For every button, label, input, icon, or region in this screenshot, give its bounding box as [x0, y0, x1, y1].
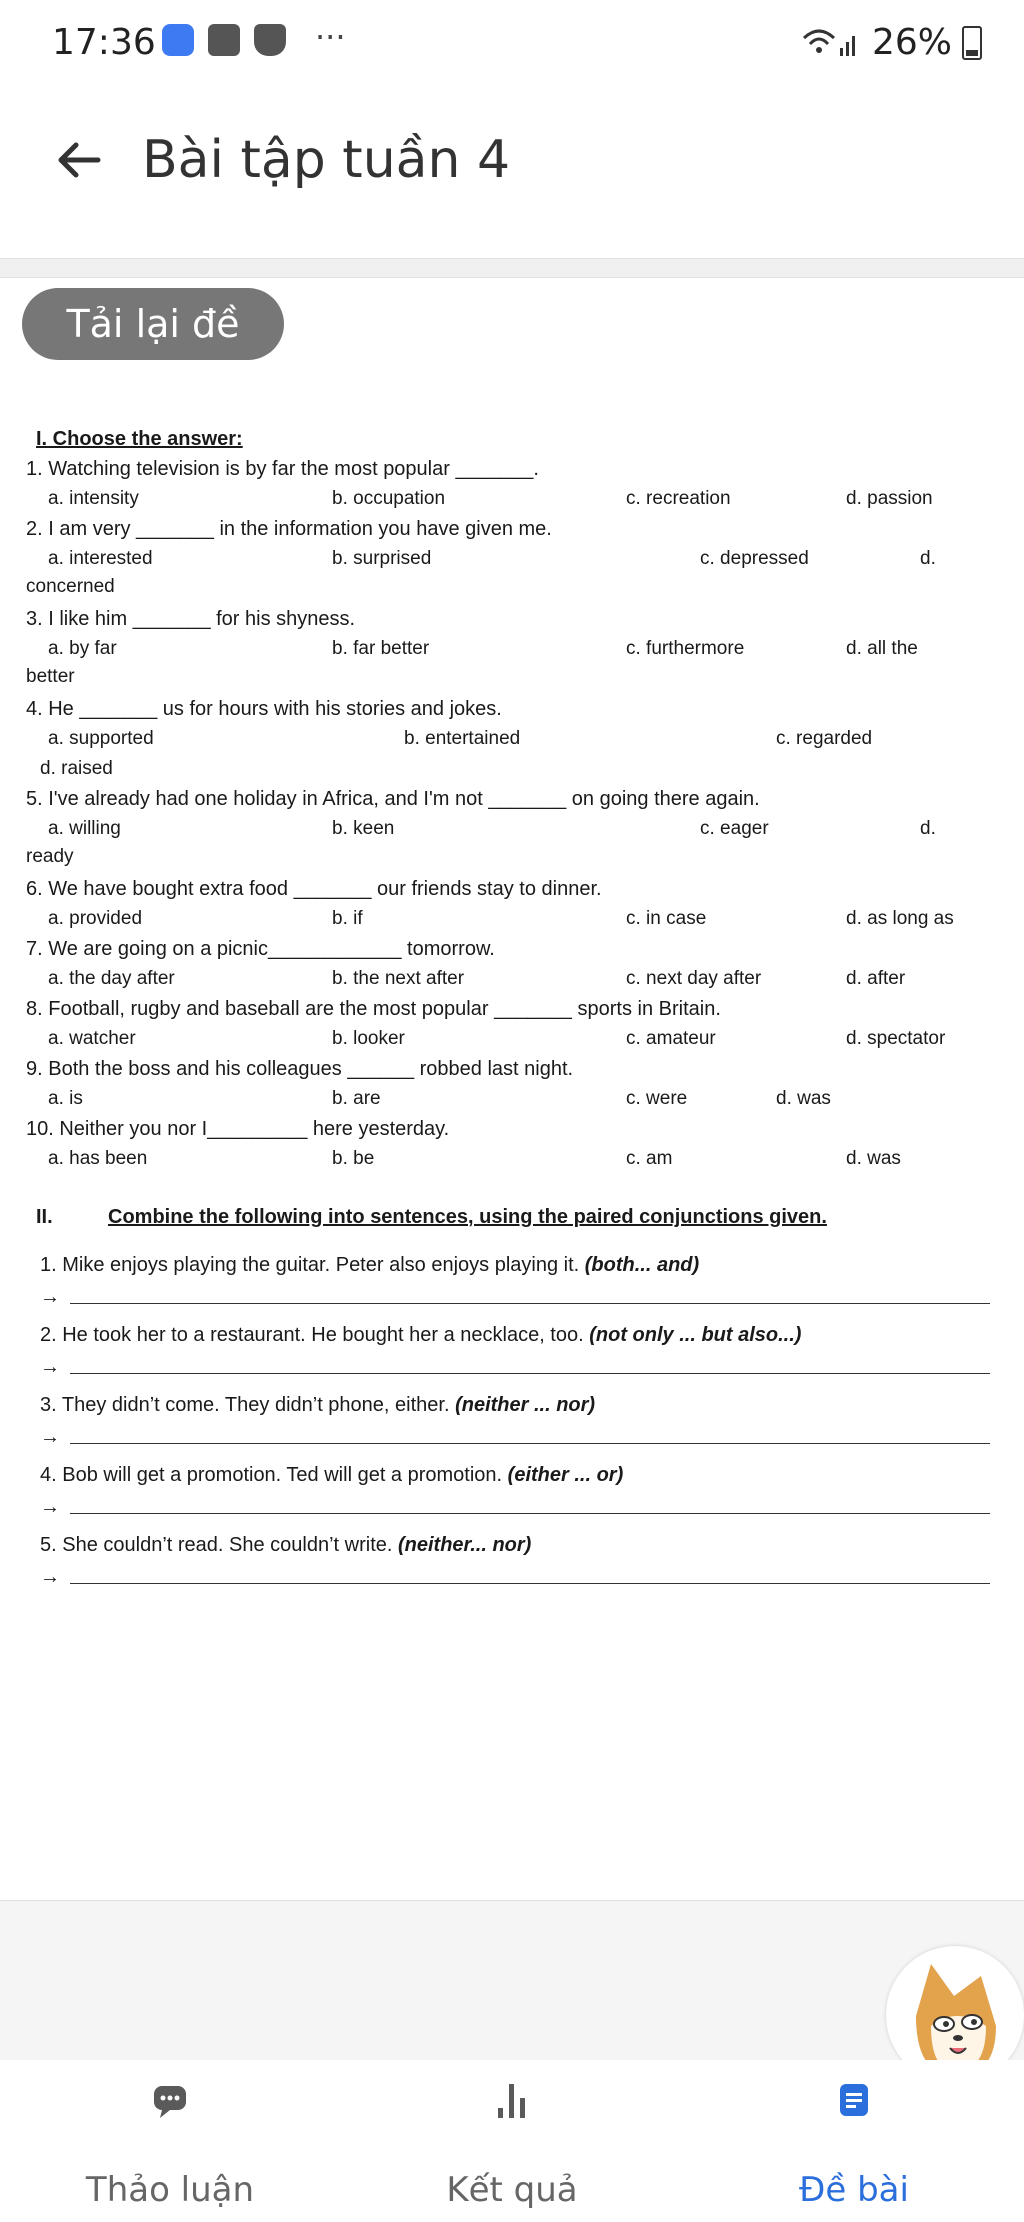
exercise-hint: (neither... nor): [398, 1534, 532, 1556]
answer-option: b. if: [332, 908, 363, 929]
arrow-icon: →: [40, 1496, 60, 1518]
answer-option: c. amateur: [626, 1028, 716, 1049]
section1-title: I. Choose the answer:: [36, 428, 243, 450]
section2-title: Combine the following into sentences, using the paired conjunctions given.: [108, 1206, 827, 1228]
arrow-icon: →: [40, 1426, 60, 1448]
arrow-icon: →: [40, 1566, 60, 1588]
page-title: Bài tập tuần 4: [142, 130, 511, 190]
answer-option: c. regarded: [776, 728, 873, 749]
tab-label: Đề bài: [799, 2170, 909, 2210]
header-divider: [0, 258, 1024, 278]
exercise-hint: (both... and): [584, 1254, 700, 1276]
document-icon: [834, 2080, 874, 2120]
answer-option-wrap: ready: [26, 846, 74, 867]
tab-discussion[interactable]: [0, 2060, 340, 2222]
wifi-signal-icon: [802, 26, 862, 60]
exercise-hint: (neither ... nor): [455, 1394, 596, 1416]
arrow-icon: →: [40, 1356, 60, 1378]
answer-option: d. was: [846, 1148, 901, 1169]
answer-option: a. interested: [48, 548, 153, 569]
question-text: 5. I've already had one holiday in Africa, and I'm not _______ on going there again.: [26, 788, 760, 810]
answer-option: d. passion: [846, 488, 933, 509]
status-icons: [162, 24, 286, 56]
exercise-item: [40, 1254, 699, 1277]
answer-option: a. the day after: [48, 968, 175, 989]
exercise-item: [40, 1464, 623, 1487]
answer-option: b. keen: [332, 818, 395, 839]
answer-option: b. are: [332, 1088, 381, 1109]
answer-option: a. supported: [48, 728, 154, 749]
question-text: 4. He _______ us for hours with his stories and jokes.: [26, 698, 502, 720]
shield-notification-icon: [254, 24, 286, 56]
question-text: 1. Watching television is by far the most popular _______.: [26, 458, 539, 480]
answer-option: b. looker: [332, 1028, 405, 1049]
status-time: 17:36: [52, 22, 156, 63]
answer-line: [40, 1566, 990, 1590]
tab-label: Kết quả: [446, 2170, 578, 2210]
tab-exam[interactable]: [684, 2060, 1024, 2222]
answer-option: c. were: [626, 1088, 688, 1109]
answer-option: c. furthermore: [626, 638, 745, 659]
answer-option: a. watcher: [48, 1028, 136, 1049]
exercise-text: 5. She couldn’t read. She couldn’t write.: [40, 1534, 393, 1556]
answer-line: [40, 1496, 990, 1520]
answer-option: a. is: [48, 1088, 83, 1109]
exercise-text: 3. They didn’t come. They didn’t phone, either.: [40, 1394, 450, 1416]
answer-option: c. recreation: [626, 488, 731, 509]
exercise-item: [40, 1324, 801, 1347]
answer-option: a. has been: [48, 1148, 148, 1169]
answer-option: d. all the: [846, 638, 918, 659]
answer-line: [40, 1356, 990, 1380]
answer-option: c. eager: [700, 818, 769, 839]
question-text: 3. I like him _______ for his shyness.: [26, 608, 356, 630]
exercise-hint: (either ... or): [507, 1464, 624, 1486]
tab-results[interactable]: [342, 2060, 682, 2222]
answer-option-wrap: better: [26, 666, 75, 687]
back-arrow-icon[interactable]: [54, 135, 104, 185]
answer-option: a. provided: [48, 908, 143, 929]
exercise-text: 2. He took her to a restaurant. He bought her a necklace, too.: [40, 1324, 584, 1346]
chat-icon: [150, 2080, 190, 2120]
answer-option: d.: [920, 548, 936, 569]
answer-option: b. far better: [332, 638, 430, 659]
status-right: [802, 22, 982, 63]
exercise-hint: (not only ... but also...): [589, 1324, 802, 1346]
answer-option: a. willing: [48, 818, 121, 839]
answer-option: b. be: [332, 1148, 375, 1169]
battery-icon: [962, 26, 982, 60]
question-text: 9. Both the boss and his colleagues ______ robbed last night.: [26, 1058, 574, 1080]
answer-option: c. am: [626, 1148, 673, 1169]
answer-option: c. depressed: [700, 548, 809, 569]
answer-option: d. was: [776, 1088, 831, 1109]
exercise-text: 1. Mike enjoys playing the guitar. Peter also enjoys playing it.: [40, 1254, 580, 1276]
status-bar: [0, 0, 1024, 90]
answer-option: b. occupation: [332, 488, 446, 509]
bottom-tab-bar: [0, 2060, 1024, 2222]
answer-option: c. next day after: [626, 968, 762, 989]
answer-option: d.: [920, 818, 936, 839]
question-text: 6. We have bought extra food _______ our friends stay to dinner.: [26, 878, 602, 900]
question-text: 10. Neither you nor I_________ here yesterday.: [26, 1118, 450, 1140]
bottom-panel: [0, 1900, 1024, 2061]
answer-option: c. in case: [626, 908, 707, 929]
app-header: [0, 100, 1024, 260]
answer-option-wrap: d. raised: [40, 758, 113, 779]
answer-option: b. surprised: [332, 548, 432, 569]
question-text: 2. I am very _______ in the information you have given me.: [26, 518, 552, 540]
exercise-text: 4. Bob will get a promotion. Ted will get a promotion.: [40, 1464, 503, 1486]
answer-option: d. as long as: [846, 908, 954, 929]
radio-notification-icon: [162, 24, 194, 56]
exam-document: [0, 420, 1024, 1600]
answer-line: [40, 1426, 990, 1450]
reload-exam-button[interactable]: Tải lại đề: [22, 288, 284, 360]
answer-option: a. intensity: [48, 488, 139, 509]
battery-percent: 26%: [871, 22, 952, 63]
question-text: 7. We are going on a picnic____________ tomorrow.: [26, 938, 495, 960]
exercise-item: [40, 1394, 595, 1417]
answer-option: b. the next after: [332, 968, 465, 989]
bar-chart-icon: [492, 2080, 532, 2120]
exercise-item: [40, 1534, 531, 1557]
answer-option: b. entertained: [404, 728, 521, 749]
image-notification-icon: [208, 24, 240, 56]
arrow-icon: →: [40, 1286, 60, 1308]
more-notifications-icon: ···: [315, 18, 346, 56]
section2-numeral: II.: [36, 1206, 53, 1228]
answer-option: d. after: [846, 968, 906, 989]
answer-option: d. spectator: [846, 1028, 946, 1049]
answer-option-wrap: concerned: [26, 576, 115, 597]
answer-line: [40, 1286, 990, 1310]
answer-option: a. by far: [48, 638, 117, 659]
tab-label: Thảo luận: [85, 2170, 255, 2210]
question-text: 8. Football, rugby and baseball are the most popular _______ sports in Britain.: [26, 998, 721, 1020]
